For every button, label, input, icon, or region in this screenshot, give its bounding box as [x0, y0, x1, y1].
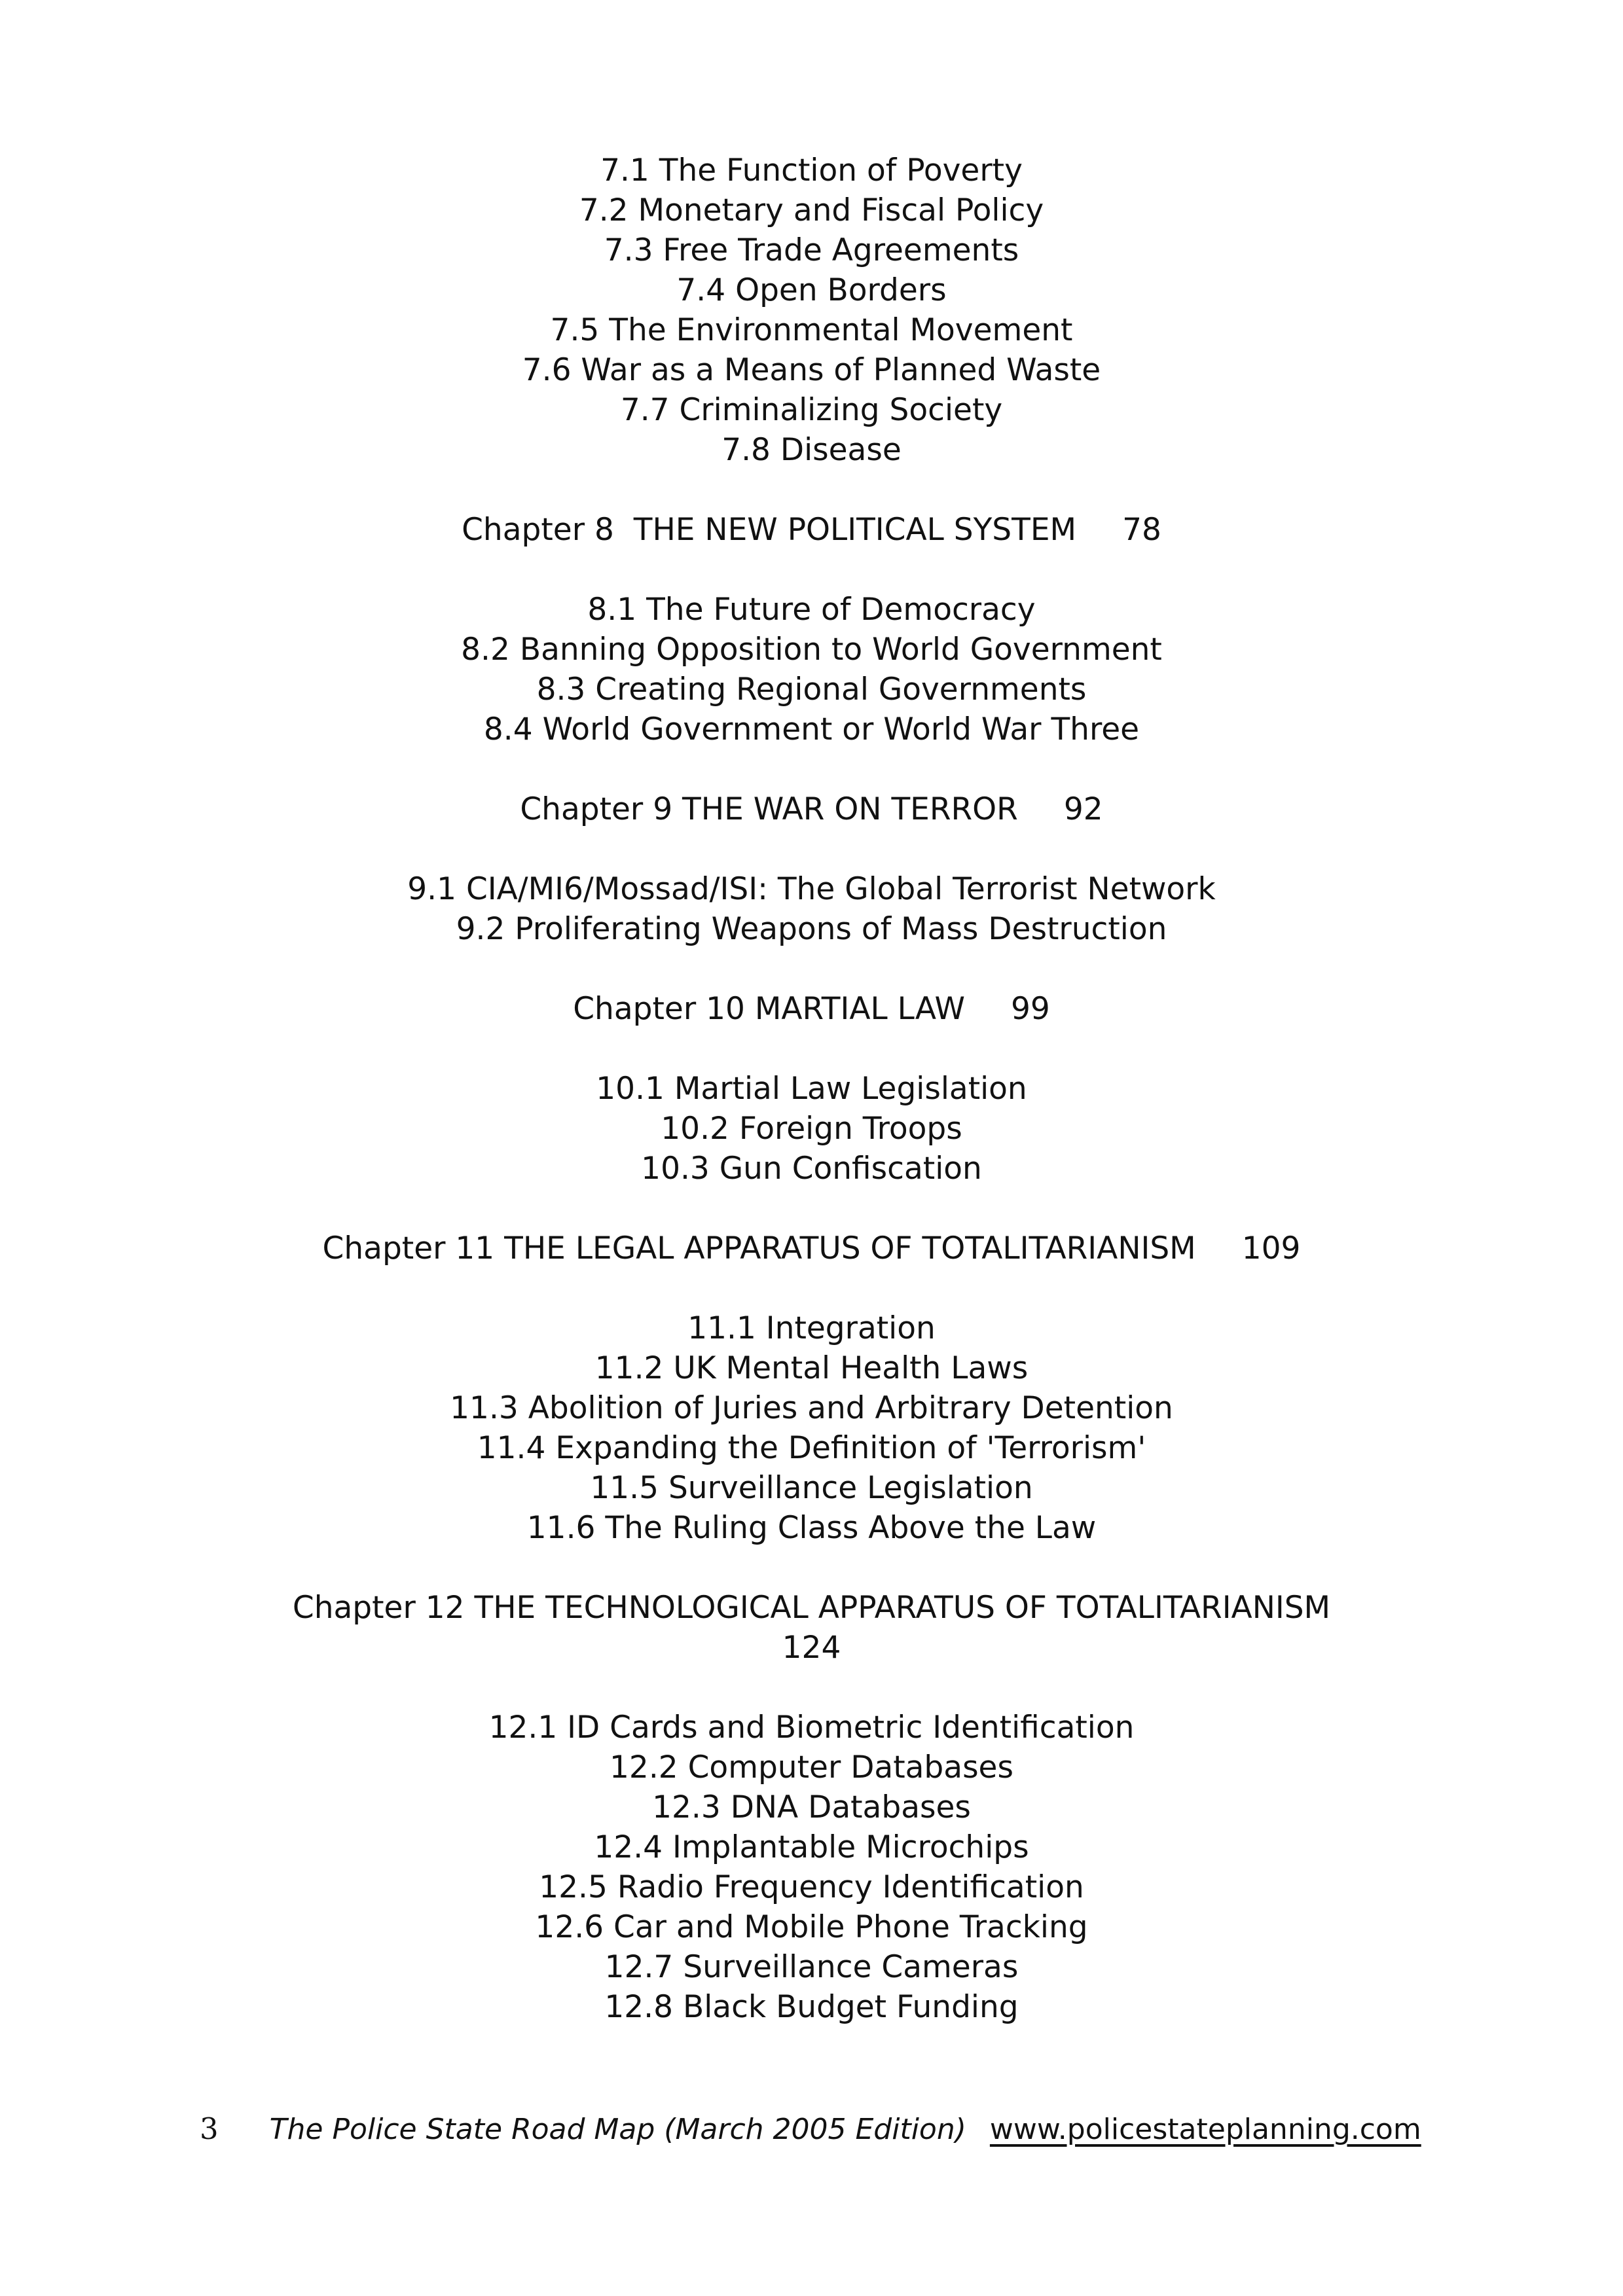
- toc-section: 12.2 Computer Databases: [610, 1749, 1013, 1785]
- chapter-title: Chapter 11 THE LEGAL APPARATUS OF TOTALITARIANISM: [322, 1230, 1196, 1266]
- chapter-title: Chapter 10 MARTIAL LAW: [573, 991, 965, 1027]
- chapter-heading-11: [0, 1229, 1623, 1268]
- footer-url-link[interactable]: www.policestateplanning.com: [989, 2113, 1421, 2146]
- toc-section: 10.2 Foreign Troops: [661, 1111, 962, 1147]
- toc-section: 7.7 Criminalizing Society: [620, 392, 1003, 428]
- spacer: [0, 1548, 1623, 1588]
- spacer: [0, 1268, 1623, 1308]
- page-footer: [200, 2111, 1421, 2151]
- chapter-title: Chapter 12 THE TECHNOLOGICAL APPARATUS OF TOTALITARIANISM: [292, 1590, 1331, 1626]
- spacer: [0, 470, 1623, 510]
- toc-section: 11.1 Integration: [687, 1310, 936, 1346]
- footer-page-number: 3: [200, 2111, 219, 2146]
- toc-section: 8.4 World Government or World War Three: [483, 711, 1140, 747]
- toc-section: 7.1 The Function of Poverty: [600, 152, 1023, 188]
- toc-section: 11.5 Surveillance Legislation: [590, 1470, 1033, 1506]
- chapter-title: Chapter 9 THE WAR ON TERROR: [520, 791, 1018, 827]
- spacer: [0, 550, 1623, 590]
- toc-section: 11.6 The Ruling Class Above the Law: [526, 1510, 1097, 1546]
- chapter-heading-8: [0, 510, 1623, 550]
- spacer: [0, 1668, 1623, 1708]
- toc-section: 11.3 Abolition of Juries and Arbitrary Detention: [450, 1390, 1173, 1426]
- toc-section: 10.1 Martial Law Legislation: [596, 1071, 1027, 1107]
- chapter-page-number: 99: [1010, 991, 1050, 1027]
- table-of-contents: [0, 151, 1623, 2027]
- toc-section: 12.5 Radio Frequency Identification: [539, 1869, 1084, 1905]
- chapter-heading-10: [0, 989, 1623, 1029]
- toc-section: 7.5 The Environmental Movement: [550, 312, 1073, 348]
- toc-section: 11.2 UK Mental Health Laws: [594, 1350, 1029, 1386]
- toc-section: 7.8 Disease: [721, 432, 902, 468]
- chapter-page-number: 109: [1241, 1230, 1301, 1266]
- toc-section: 12.3 DNA Databases: [652, 1789, 971, 1825]
- toc-section: 8.1 The Future of Democracy: [587, 592, 1036, 628]
- toc-section: 8.2 Banning Opposition to World Government: [461, 632, 1162, 668]
- chapter-title: Chapter 8 THE NEW POLITICAL SYSTEM: [462, 512, 1077, 548]
- toc-section: 8.3 Creating Regional Governments: [536, 672, 1087, 708]
- toc-section: 12.1 ID Cards and Biometric Identification: [488, 1710, 1135, 1746]
- spacer: [0, 949, 1623, 989]
- toc-section: 9.2 Proliferating Weapons of Mass Destruction: [456, 911, 1167, 947]
- toc-section: 12.6 Car and Mobile Phone Tracking: [535, 1909, 1088, 1945]
- chapter-page-number: 78: [1122, 512, 1161, 548]
- toc-section: 7.3 Free Trade Agreements: [604, 232, 1019, 268]
- toc-section: 9.1 CIA/MI6/Mossad/ISI: The Global Terrorist Network: [407, 871, 1216, 907]
- toc-section: 12.8 Black Budget Funding: [604, 1989, 1019, 2025]
- spacer: [0, 829, 1623, 869]
- toc-section: 7.4 Open Borders: [676, 272, 947, 308]
- spacer: [0, 1189, 1623, 1229]
- toc-section: 11.4 Expanding the Definition of 'Terrorism': [477, 1430, 1146, 1466]
- spacer: [0, 749, 1623, 789]
- toc-section: 10.3 Gun Confiscation: [641, 1151, 982, 1187]
- toc-section: 12.7 Surveillance Cameras: [604, 1949, 1019, 1985]
- chapter-page-number: 124: [782, 1630, 841, 1666]
- chapter-page-number: 92: [1063, 791, 1103, 827]
- spacer: [0, 1029, 1623, 1069]
- toc-section: 7.6 War as a Means of Planned Waste: [522, 352, 1101, 388]
- toc-section: 12.4 Implantable Microchips: [594, 1829, 1029, 1865]
- chapter-heading-9: [0, 789, 1623, 829]
- toc-section: 7.2 Monetary and Fiscal Policy: [579, 192, 1044, 228]
- footer-book-title: The Police State Road Map (March 2005 Edition): [269, 2113, 966, 2146]
